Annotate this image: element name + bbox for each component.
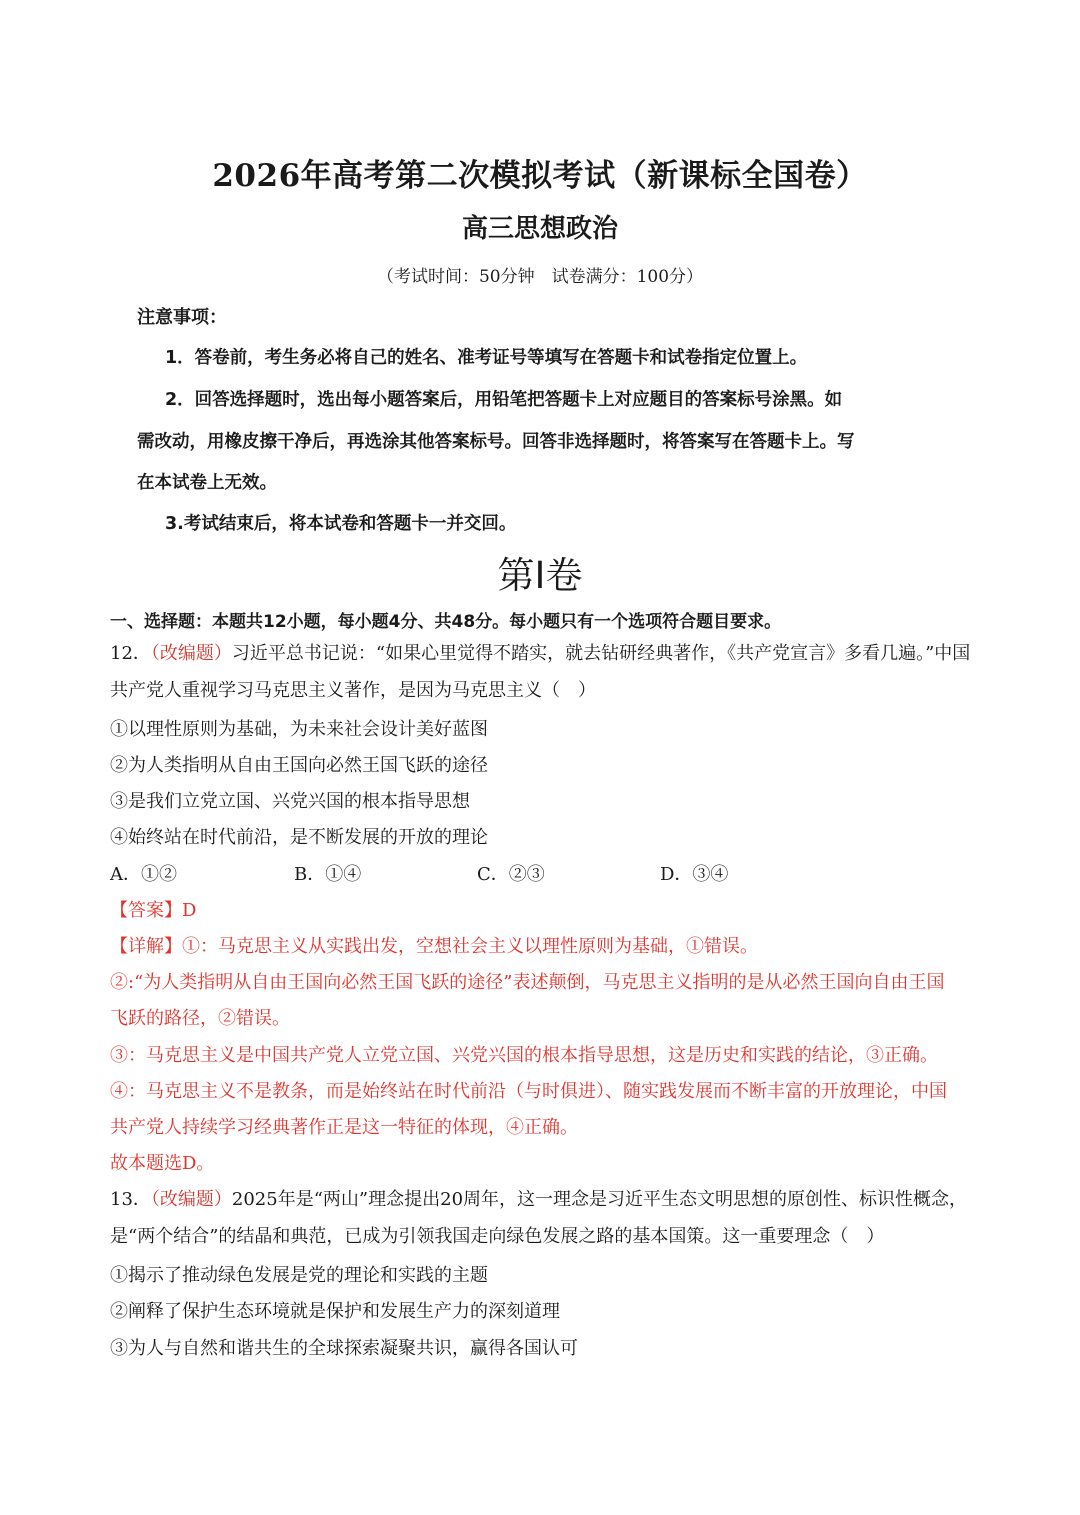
note-item-1: 1．答卷前，考生务必将自己的姓名、准考证号等填写在答题卡和试卷指定位置上。 xyxy=(165,348,808,368)
q12-stem-text: 习近平总书记说：“如果心里觉得不踏实，就去钻研经典著作，《共产党宣言》多看几遍。”中国 xyxy=(231,643,971,664)
note-item-2-line2: 需改动，用橡皮擦干净后，再选涂其他答案标号。回答非选择题时，将答案写在答题卡上。写 xyxy=(137,432,855,452)
q13-number: 13． xyxy=(110,1189,151,1210)
q13-option-3: ③为人与自然和谐共生的全球探索凝聚共识，赢得各国认可 xyxy=(110,1338,578,1359)
q12-explain-line1: 【详解】①：马克思主义从实践出发，空想社会主义以理性原则为基础，①错误。 xyxy=(110,936,758,957)
q13-stem-line1 xyxy=(110,1185,967,1211)
exam-meta: （考试时间：50分钟 试卷满分：100分） xyxy=(376,267,704,287)
q12-choice-a: A．①② xyxy=(110,864,177,885)
exam-title: 2026年高考第二次模拟考试（新课标全国卷） xyxy=(212,158,868,194)
notes-heading: 注意事项： xyxy=(137,307,227,328)
q13-stem-line2: 是“两个结合”的结晶和典范，已成为引领我国走向绿色发展之路的基本国策。这一重要理念（ ） xyxy=(110,1226,885,1247)
note-item-2-line3: 在本试卷上无效。 xyxy=(137,473,277,493)
q12-option-4: ④始终站在时代前沿，是不断发展的开放的理论 xyxy=(110,827,488,848)
q12-explain-line3: 飞跃的路径，②错误。 xyxy=(110,1008,290,1029)
q12-explain-line6: 共产党人持续学习经典著作正是这一特征的体现，④正确。 xyxy=(110,1117,578,1138)
q12-option-3: ③是我们立党立国、兴党兴国的根本指导思想 xyxy=(110,791,470,812)
q12-explain-line4: ③：马克思主义是中国共产党人立党立国、兴党兴国的根本指导思想，这是历史和实践的结论，③正确。 xyxy=(110,1045,938,1066)
section-heading: 一、选择题：本题共12小题，每小题4分、共48分。每小题只有一个选项符合题目要求。 xyxy=(110,612,782,632)
q12-explain-line2: ②:“为人类指明从自由王国向必然王国飞跃的途径”表述颠倒，马克思主义指明的是从必然王国向自由王国 xyxy=(110,972,945,993)
volume-heading: 第Ⅰ卷 xyxy=(497,554,583,597)
q12-explain-line7: 故本题选D。 xyxy=(110,1153,215,1174)
q12-choice-b: B．①④ xyxy=(294,864,362,885)
q12-option-2: ②为人类指明从自由王国向必然王国飞跃的途径 xyxy=(110,755,488,776)
note-item-3: 3.考试结束后，将本试卷和答题卡一并交回。 xyxy=(165,514,517,534)
note-item-2-line1: 2．回答选择题时，选出每小题答案后，用铅笔把答题卡上对应题目的答案标号涂黑。如 xyxy=(165,390,843,410)
q12-number: 12． xyxy=(110,643,151,664)
q13-stem-text: 2025年是“两山”理念提出20周年，这一理念是习近平生态文明思想的原创性、标识性概念， xyxy=(231,1189,968,1210)
q12-stem-line1 xyxy=(110,639,970,665)
q12-stem-line2: 共产党人重视学习马克思主义著作，是因为马克思主义（ ） xyxy=(110,680,596,701)
q12-option-1: ①以理性原则为基础，为未来社会设计美好蓝图 xyxy=(110,719,488,740)
q12-answer: 【答案】D xyxy=(110,900,197,921)
q12-choice-d: D．③④ xyxy=(660,864,729,885)
q13-option-2: ②阐释了保护生态环境就是保护和发展生产力的深刻道理 xyxy=(110,1301,560,1322)
q13-tag: （改编题） xyxy=(150,1189,232,1210)
q12-explain-line5: ④：马克思主义不是教条，而是始终站在时代前沿（与时俱进）、随实践发展而不断丰富的开放理论，中国 xyxy=(110,1081,947,1102)
q13-option-1: ①揭示了推动绿色发展是党的理论和实践的主题 xyxy=(110,1265,488,1286)
subject-title: 高三思想政治 xyxy=(461,214,618,244)
q12-tag: （改编题） xyxy=(150,643,232,664)
q12-choice-c: C．②③ xyxy=(477,864,545,885)
